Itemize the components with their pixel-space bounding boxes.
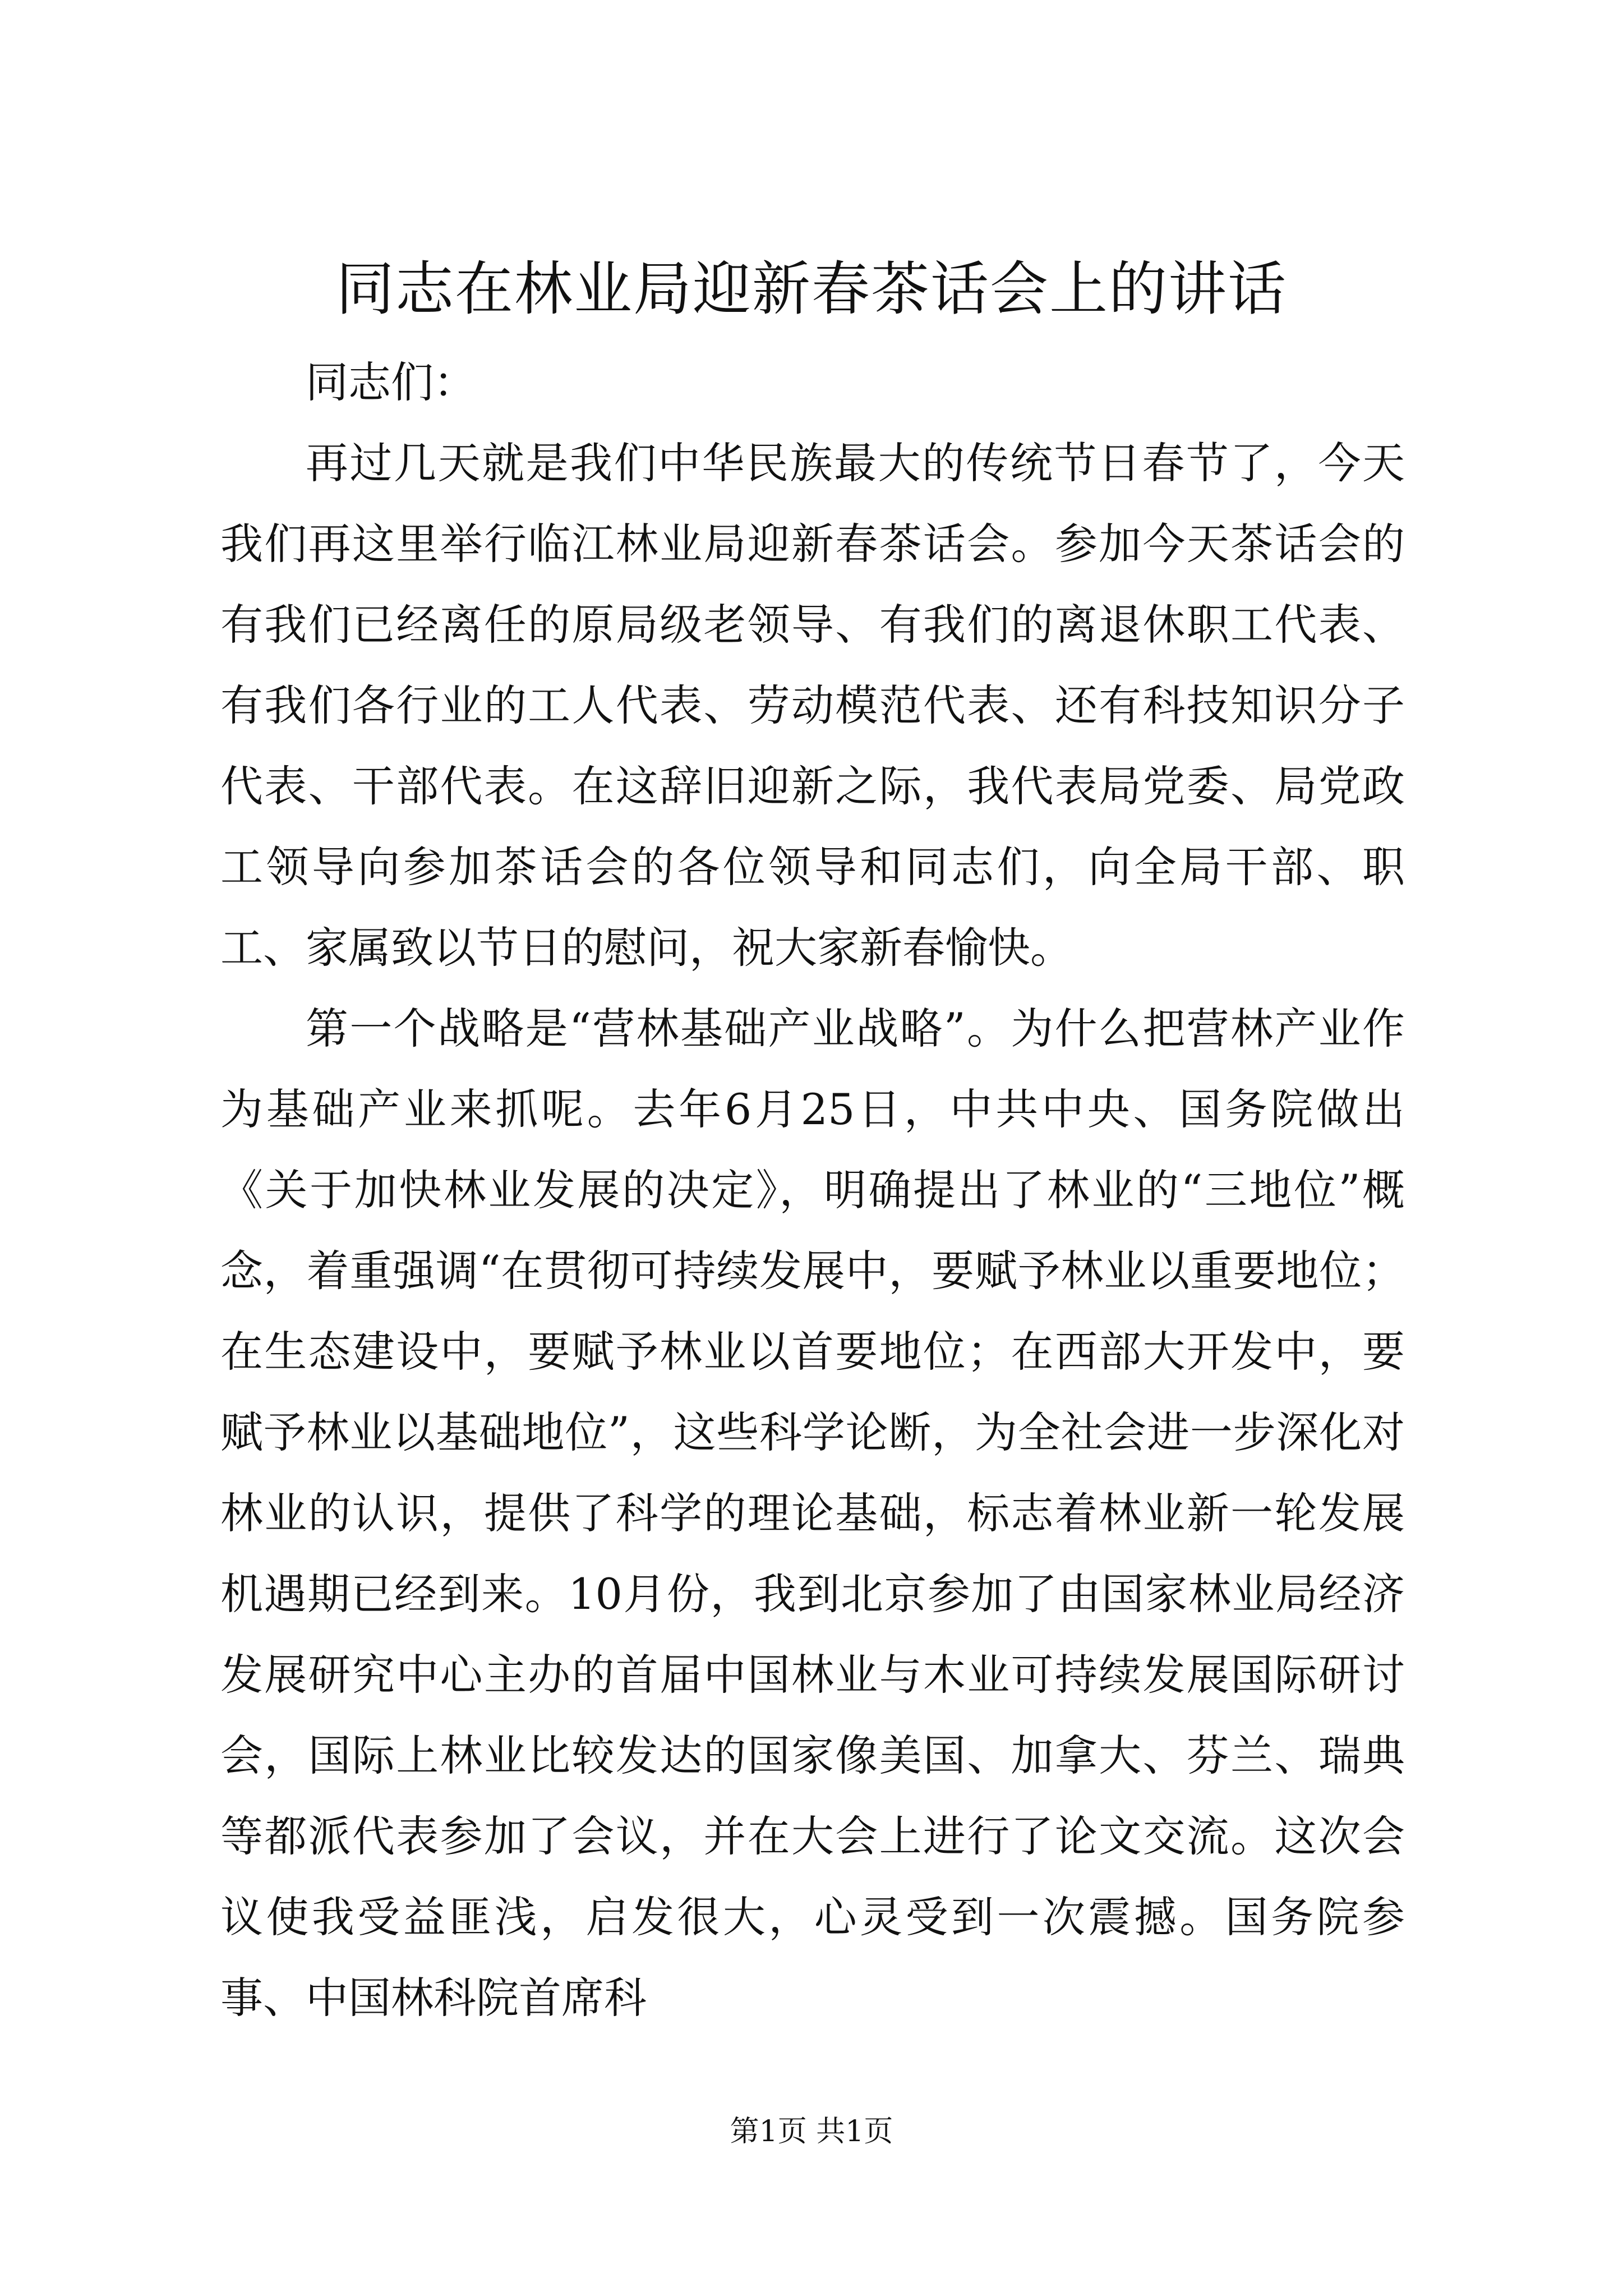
salutation: 同志们：	[306, 357, 476, 407]
document-body	[220, 342, 1405, 2039]
page-footer: 第1页 共1页	[730, 2115, 893, 2148]
paragraph-strategy: 第一个战略是“营林基础产业战略”。为什么把营林产业作为基础产业来抓呢。去年6月25日，中共中央、国务院做出《关于加快林业发展的决定》，明确提出了林业的“三地位”概念，着重强调“在贯彻可持续发展中，要赋予林业以重要地位；在生态建设中，要赋予林业以首要地位；在西部大开发中，要赋予林业以基础地位”，这些科学论断，为全社会进一步深化对林业的认识，提供了科学的理论基础，标志着林业新一轮发展机遇期已经到来。10月份，我到北京参加了由国家林业局经济发展研究中心主办的首届中国林业与木业可持续发展国际研讨会，国际上林业比较发达的国家像美国、加拿大、芬兰、瑞典等都派代表参加了会议，并在大会上进行了论文交流。这次会议使我受益匪浅，启发很大，心灵受到一次震撼。国务院参事、中国林科院首席科	[220, 1004, 1405, 2023]
document-title: 同志在林业局迎新春茶话会上的讲话	[335, 255, 1287, 323]
paragraph-greeting: 再过几天就是我们中华民族最大的传统节日春节了，今天我们再这里举行临江林业局迎新春茶话会。参加今天茶话会的有我们已经离任的原局级老领导、有我们的离退休职工代表、有我们各行业的工人代表、劳动模范代表、还有科技知识分子代表、干部代表。在这辞旧迎新之际，我代表局党委、局党政工领导向参加茶话会的各位领导和同志们，向全局干部、职工、家属致以节日的慰问，祝大家新春愉快。	[220, 438, 1405, 973]
